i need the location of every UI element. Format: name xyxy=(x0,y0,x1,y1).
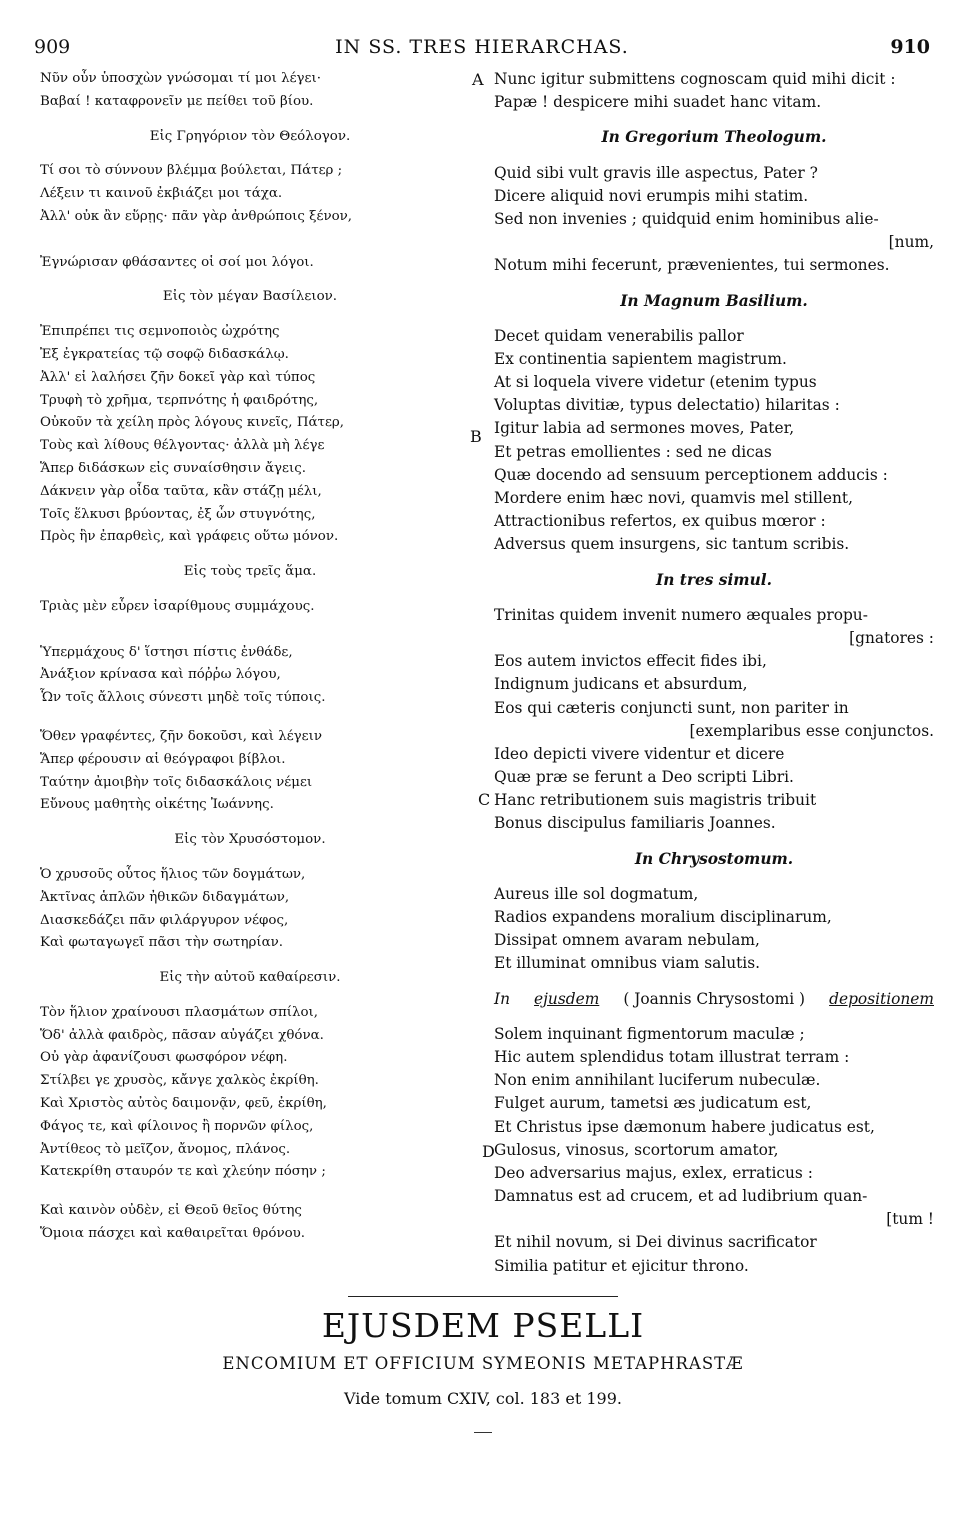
verse-line: Eos qui cæteris conjuncti sunt, non pariter in xyxy=(494,698,849,717)
latin-continuation: [tum ! xyxy=(886,1210,934,1229)
verse-line: Ἐξ ἐγκρατείας τῷ σοφῷ διδασκάλῳ. xyxy=(40,346,289,362)
margin-letter-a: A xyxy=(472,70,484,89)
verse-line: Aureus ille sol dogmatum, xyxy=(494,884,699,903)
greek-verse-block xyxy=(40,596,460,619)
heading-word-depositionem: depositionem xyxy=(829,989,934,1008)
verse-line: Εὔνους μαθητὴς οἰκέτης Ἰωάννης. xyxy=(40,797,274,813)
latin-heading-gregory: In Gregorium Theologum. xyxy=(601,128,827,147)
greek-heading-deposition: Εἰς τὴν αὐτοῦ καθαίρεσιν. xyxy=(159,970,341,986)
verse-line: Ἐγνώρισαν φθάσαντες οἱ σοί μοι λόγοι. xyxy=(40,254,314,270)
verse-line: Eos autem invictos effecit fides ibi, xyxy=(494,652,767,671)
verse-line: Dicere aliquid novi erumpis mihi statim. xyxy=(494,186,809,205)
greek-heading-gregory: Εἰς Γρηγόριον τὸν Θεόλογον. xyxy=(149,128,351,144)
latin-verse-block xyxy=(494,68,934,114)
verse-line: Λέξειν τι καινοῦ ἐκβιάζει μοι τάχα. xyxy=(40,186,283,202)
verse-line: Ἀλλ' οὐκ ἂν εὕρῃς· πᾶν γὰρ ἀνθρώποις ξένον, xyxy=(40,208,353,224)
page-number-right: 910 xyxy=(890,36,930,58)
greek-verse-block xyxy=(40,321,460,549)
latin-heading-basil: In Magnum Basilium. xyxy=(620,291,808,310)
heading-word-joannis: ( Joannis Chrysostomi ) xyxy=(623,989,806,1008)
verse-line: Radios expandens moralium disciplinarum, xyxy=(494,908,832,926)
verse-line: Bonus discipulus familiaris Joannes. xyxy=(494,814,776,833)
margin-letter-b: B xyxy=(470,427,482,446)
verse-line: Deo adversarius majus, exlex, erraticus : xyxy=(494,1163,813,1182)
verse-line: Βαβαί ! καταφρονεῖν με πείθει τοῦ βίου. xyxy=(40,93,314,109)
verse-line: Διασκεδάζει πᾶν φιλάργυρον νέφος, xyxy=(40,912,289,928)
verse-line: Ὅδ' ἀλλὰ φαιδρὸς, πᾶσαν αὐγάζει χθόνα. xyxy=(40,1027,324,1043)
heading-word-in: In xyxy=(494,989,510,1008)
verse-line: Quæ docendo ad sensuum perceptionem adducis : xyxy=(494,465,888,484)
greek-column xyxy=(40,68,460,1246)
latin-continuation: [exemplaribus esse conjunctos. xyxy=(689,721,934,740)
verse-line: Decet quidam venerabilis pallor xyxy=(494,326,744,345)
verse-line: Ἅπερ διδάσκων εἰς συναίσθησιν ἄγεις. xyxy=(40,460,306,476)
end-rule xyxy=(474,1432,492,1433)
next-work-reference: Vide tomum CXIV, col. 183 et 199. xyxy=(344,1389,622,1408)
verse-line: Καὶ φωταγωγεῖ πᾶσι τὴν σωτηρίαν. xyxy=(40,935,284,951)
verse-line: Attractionibus refertos, ex quibus mœror : xyxy=(494,512,826,531)
running-header xyxy=(34,36,930,62)
verse-line: Indignum judicans et absurdum, xyxy=(494,675,748,694)
verse-line: Ὅθεν γραφέντες, ζῆν δοκοῦσι, καὶ λέγειν xyxy=(40,728,322,744)
verse-line: Ἀντίθεος τὸ μεῖζον, ἄνομος, πλάνος. xyxy=(40,1141,291,1157)
verse-line: Non enim annihilant luciferum nubeculæ. xyxy=(494,1071,821,1090)
verse-line: Οὐ γὰρ ἀφανίζουσι φωσφόρον νέφη. xyxy=(40,1050,288,1066)
verse-line: Notum mihi fecerunt, prævenientes, tui sermones. xyxy=(494,256,890,275)
verse-line: Nunc igitur submittens cognoscam quid mihi dicit : xyxy=(494,70,896,88)
verse-line: Ἅπερ φέρουσιν αἱ θεόγραφοι βίβλοι. xyxy=(40,751,286,767)
verse-line: At si loquela vivere videtur (etenim typus xyxy=(494,373,817,392)
verse-line: Damnatus est ad crucem, et ad ludibrium quan- xyxy=(494,1187,868,1206)
latin-verse-block xyxy=(494,604,934,627)
verse-line: Fulget aurum, tametsi æs judicatum est, xyxy=(494,1094,812,1113)
verse-line: Ex continentia sapientem magistrum. xyxy=(494,349,787,368)
greek-verse-block xyxy=(40,68,460,114)
verse-line: Trinitas quidem invenit numero æquales propu- xyxy=(494,605,868,624)
verse-line: Ἐπιπρέπει τις σεμνοποιὸς ὠχρότης xyxy=(40,324,280,340)
verse-line: Igitur labia ad sermones moves, Pater, xyxy=(494,419,795,438)
margin-letter-d: D xyxy=(482,1142,495,1161)
greek-verse-block xyxy=(40,864,460,955)
latin-verse-block xyxy=(494,254,934,277)
latin-verse-block xyxy=(494,650,934,720)
verse-line: Φάγος τε, καὶ φίλοινος ἢ πορνῶν φίλος, xyxy=(40,1118,314,1134)
verse-line: Νῦν οὖν ὑποσχὼν γνώσομαι τί μοι λέγει· xyxy=(40,71,322,86)
greek-verse-block xyxy=(40,1200,460,1246)
latin-verse-block xyxy=(494,883,934,976)
verse-line: Πρὸς ἣν ἐπαρθεὶς, καὶ γράφεις οὕτω μόνον. xyxy=(40,529,339,545)
verse-line: Δάκνειν γὰρ οἶδα ταῦτα, κἂν στάζῃ μέλι, xyxy=(40,483,322,499)
heading-word-ejusdem: ejusdem xyxy=(534,989,600,1008)
verse-line: Similia patitur et ejicitur throno. xyxy=(494,1256,749,1275)
greek-verse-block xyxy=(40,160,460,228)
verse-line: Et Christus ipse dæmonum habere judicatus est, xyxy=(494,1117,875,1136)
margin-letter-c: C xyxy=(478,790,491,809)
verse-line: Καὶ καινὸν οὐδὲν, εἰ Θεοῦ θεῖος θύτης xyxy=(40,1203,302,1219)
verse-line: Hic autem splendidus totam illustrat terram : xyxy=(494,1047,850,1066)
verse-line: Στίλβει γε χρυσὸς, κἄνγε χαλκὸς ἐκρίθη. xyxy=(40,1073,319,1089)
verse-line: Et petras emollientes : sed ne dicas xyxy=(494,442,772,461)
latin-heading-chrysostom: In Chrysostomum. xyxy=(634,849,794,868)
verse-line: Ideo depicti vivere videntur et dicere xyxy=(494,744,785,763)
next-work-title-block xyxy=(0,1306,966,1408)
verse-line: Quid sibi vult gravis ille aspectus, Pater ? xyxy=(494,163,818,182)
greek-heading-chrysostom: Εἰς τὸν Χρυσόστομον. xyxy=(174,832,326,848)
latin-continuation: [num, xyxy=(888,233,934,252)
verse-line: Et illuminat omnibus viam salutis. xyxy=(494,954,761,973)
verse-line: Ἀκτῖνας ἁπλῶν ἠθικῶν διδαγμάτων, xyxy=(40,889,290,905)
next-work-title: EJUSDEM PSELLI xyxy=(321,1306,645,1345)
greek-verse-block xyxy=(40,642,460,710)
verse-line: Τὸν ἥλιον χραίνουσι πλασμάτων σπίλοι, xyxy=(40,1004,319,1020)
page-number-left: 909 xyxy=(34,36,71,58)
verse-line: Quæ præ se ferunt a Deo scripti Libri. xyxy=(494,768,794,787)
verse-line: Dissipat omnem avaram nebulam, xyxy=(494,931,760,950)
running-title: IN SS. TRES HIERARCHAS. xyxy=(335,36,629,58)
verse-line: Adversus quem insurgens, sic tantum scribis. xyxy=(494,535,850,554)
verse-line: Τοὺς καὶ λίθους θέλγοντας· ἀλλὰ μὴ λέγε xyxy=(40,438,325,454)
verse-line: Hanc retributionem suis magistris tribuit xyxy=(494,791,817,810)
latin-verse-block xyxy=(494,1231,934,1277)
verse-line: Sed non invenies ; quidquid enim hominibus alie- xyxy=(494,209,879,228)
verse-line: Τί σοι τὸ σύννουν βλέμμα βούλεται, Πάτερ ; xyxy=(40,163,343,179)
verse-line: Κατεκρίθη σταυρόν τε καὶ χλεύην πόσην ; xyxy=(40,1164,326,1180)
verse-line: Καὶ Χριστὸς αὐτὸς δαιμονᾷν, φεῦ, ἐκρίθη, xyxy=(40,1096,327,1112)
verse-line: Οὐκοῦν τὰ χείλη πρὸς λόγους κινεῖς, Πάτερ, xyxy=(40,415,345,431)
verse-line: Gulosus, vinosus, scortorum amator, xyxy=(494,1140,779,1159)
greek-heading-three: Εἰς τοὺς τρεῖς ἅμα. xyxy=(183,564,317,580)
latin-heading-three: In tres simul. xyxy=(656,570,772,589)
verse-line: Ταύτην ἀμοιβὴν τοῖς διδασκάλοις νέμει xyxy=(40,774,313,790)
greek-heading-basil: Εἰς τὸν μέγαν Βασίλειον. xyxy=(162,289,338,305)
verse-line: Ἀλλ' εἰ λαλήσει ζῆν δοκεῖ γὰρ καὶ τύπος xyxy=(40,369,316,385)
verse-line: Τριὰς μὲν εὗρεν ἰσαρίθμους συμμάχους. xyxy=(40,598,315,614)
latin-verse-block xyxy=(494,743,934,836)
latin-verse-block xyxy=(494,325,934,557)
next-work-subtitle: ENCOMIUM ET OFFICIUM SYMEONIS METAPHRASTÆ xyxy=(222,1354,744,1373)
verse-line: Ὁ χρυσοῦς οὗτος ἥλιος τῶν δογμάτων, xyxy=(40,866,306,882)
greek-verse-block xyxy=(40,726,460,817)
greek-verse-block xyxy=(40,252,460,275)
latin-continuation: [gnatores : xyxy=(849,628,934,647)
verse-line: Τοῖς ἕλκυσι βρύοντας, ἐξ ὧν στυγνότης, xyxy=(40,506,316,522)
latin-column xyxy=(494,68,934,1278)
latin-heading-deposition xyxy=(494,988,934,1011)
verse-line: Solem inquinant figmentorum maculæ ; xyxy=(494,1024,805,1043)
verse-line: Et nihil novum, si Dei divinus sacrificator xyxy=(494,1233,817,1252)
verse-line: Ὑπερμάχους δ' ἵστησι πίστις ἐνθάδε, xyxy=(40,644,293,660)
verse-line: Ὅμοια πάσχει καὶ καθαιρεῖται θρόνου. xyxy=(40,1226,306,1242)
greek-verse-block xyxy=(40,1002,460,1184)
verse-line: Τρυφὴ τὸ χρῆμα, τερπνότης ἡ φαιδρότης, xyxy=(40,392,319,408)
latin-verse-block xyxy=(494,162,934,232)
verse-line: Voluptas divitiæ, typus delectatio) hilaritas : xyxy=(494,396,840,415)
verse-line: Mordere enim hæc novi, quamvis mel stillent, xyxy=(494,489,854,507)
section-divider xyxy=(348,1296,618,1297)
verse-line: Ὧν τοῖς ἄλλοις σύνεστι μηδὲ τοῖς τύποις. xyxy=(40,690,326,706)
verse-line: Papæ ! despicere mihi suadet hanc vitam. xyxy=(494,93,822,112)
latin-verse-block xyxy=(494,1023,934,1209)
verse-line: Ἀνάξιον κρίνασα καὶ πόῤῥω λόγου, xyxy=(40,667,281,683)
